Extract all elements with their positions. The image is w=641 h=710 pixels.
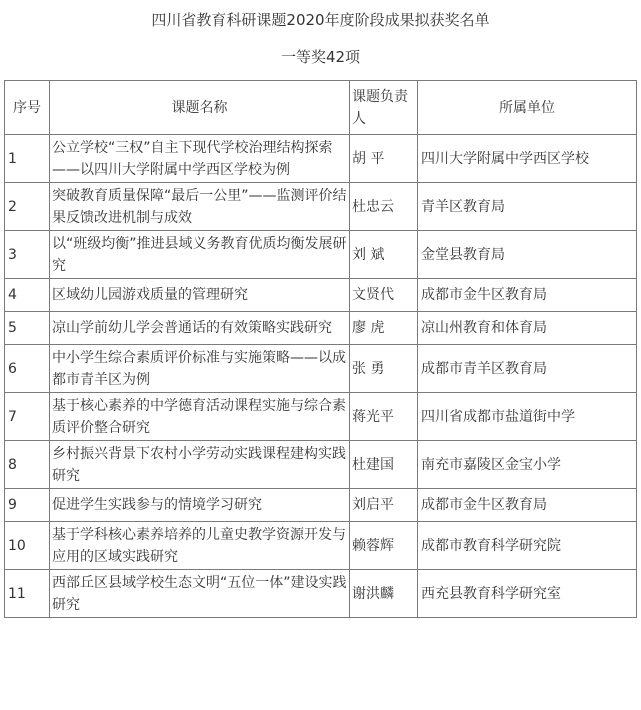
cell-num: 8 bbox=[5, 441, 50, 489]
cell-leader: 刘启平 bbox=[350, 489, 418, 522]
cell-unit: 凉山州教育和体育局 bbox=[418, 312, 637, 345]
cell-unit: 南充市嘉陵区金宝小学 bbox=[418, 441, 637, 489]
table-row bbox=[5, 570, 637, 618]
cell-num: 5 bbox=[5, 312, 50, 345]
cell-num: 4 bbox=[5, 279, 50, 312]
cell-num: 3 bbox=[5, 231, 50, 279]
cell-title: 公立学校“三权”自主下现代学校治理结构探索——以四川大学附属中学西区学校为例 bbox=[50, 135, 350, 183]
cell-title: 区域幼儿园游戏质量的管理研究 bbox=[50, 279, 350, 312]
cell-leader: 杜忠云 bbox=[350, 183, 418, 231]
cell-title: 以“班级均衡”推进县域义务教育优质均衡发展研究 bbox=[50, 231, 350, 279]
awards-table bbox=[4, 80, 637, 618]
table-row bbox=[5, 489, 637, 522]
cell-unit: 西充县教育科学研究室 bbox=[418, 570, 637, 618]
page-subtitle: 一等奖42项 bbox=[280, 48, 361, 66]
cell-unit: 成都市金牛区教育局 bbox=[418, 279, 637, 312]
table-row bbox=[5, 345, 637, 393]
header-num: 序号 bbox=[5, 81, 50, 135]
cell-title: 西部丘区县域学校生态文明“五位一体”建设实践研究 bbox=[50, 570, 350, 618]
header-leader: 课题负责人 bbox=[350, 81, 418, 135]
table-row bbox=[5, 393, 637, 441]
cell-title: 突破教育质量保障“最后一公里”——监测评价结果反馈改进机制与成效 bbox=[50, 183, 350, 231]
header-unit: 所属单位 bbox=[418, 81, 637, 135]
cell-num: 2 bbox=[5, 183, 50, 231]
table-row bbox=[5, 312, 637, 345]
cell-title: 促进学生实践参与的情境学习研究 bbox=[50, 489, 350, 522]
table-row bbox=[5, 231, 637, 279]
cell-leader: 张 勇 bbox=[350, 345, 418, 393]
table-row bbox=[5, 279, 637, 312]
cell-leader: 廖 虎 bbox=[350, 312, 418, 345]
cell-num: 9 bbox=[5, 489, 50, 522]
table-header-row bbox=[5, 81, 637, 135]
cell-unit: 成都市金牛区教育局 bbox=[418, 489, 637, 522]
cell-title: 凉山学前幼儿学会普通话的有效策略实践研究 bbox=[50, 312, 350, 345]
cell-num: 1 bbox=[5, 135, 50, 183]
cell-unit: 四川省成都市盐道街中学 bbox=[418, 393, 637, 441]
cell-num: 7 bbox=[5, 393, 50, 441]
cell-leader: 蒋光平 bbox=[350, 393, 418, 441]
cell-title: 基于核心素养的中学德育活动课程实施与综合素质评价整合研究 bbox=[50, 393, 350, 441]
cell-leader: 刘 斌 bbox=[350, 231, 418, 279]
cell-leader: 杜建国 bbox=[350, 441, 418, 489]
cell-unit: 四川大学附属中学西区学校 bbox=[418, 135, 637, 183]
header-title: 课题名称 bbox=[50, 81, 350, 135]
cell-title: 中小学生综合素质评价标准与实施策略——以成都市青羊区为例 bbox=[50, 345, 350, 393]
table-row bbox=[5, 183, 637, 231]
cell-num: 11 bbox=[5, 570, 50, 618]
cell-title: 乡村振兴背景下农村小学劳动实践课程建构实践研究 bbox=[50, 441, 350, 489]
cell-num: 10 bbox=[5, 522, 50, 570]
cell-unit: 青羊区教育局 bbox=[418, 183, 637, 231]
page-title: 四川省教育科研课题2020年度阶段成果拟获奖名单 bbox=[151, 11, 490, 29]
cell-unit: 金堂县教育局 bbox=[418, 231, 637, 279]
cell-unit: 成都市青羊区教育局 bbox=[418, 345, 637, 393]
cell-unit: 成都市教育科学研究院 bbox=[418, 522, 637, 570]
table-row bbox=[5, 135, 637, 183]
cell-leader: 胡 平 bbox=[350, 135, 418, 183]
cell-leader: 文贤代 bbox=[350, 279, 418, 312]
table-row bbox=[5, 522, 637, 570]
table-row bbox=[5, 441, 637, 489]
cell-leader: 赖蓉辉 bbox=[350, 522, 418, 570]
cell-num: 6 bbox=[5, 345, 50, 393]
cell-leader: 谢洪麟 bbox=[350, 570, 418, 618]
cell-title: 基于学科核心素养培养的儿童史教学资源开发与应用的区域实践研究 bbox=[50, 522, 350, 570]
